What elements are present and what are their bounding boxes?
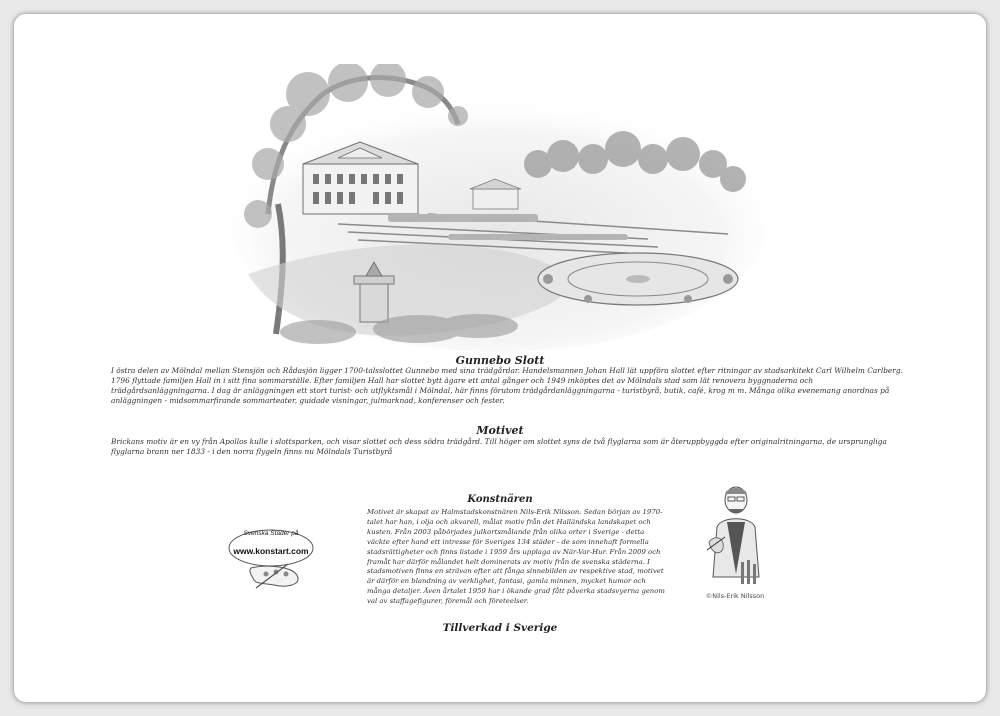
- konstnaren-text: Motivet är skapat av Halmstadskonstnären Nils-Erik Nilsson. Sedan början av 1970-talet har han, i olja och akvarell, målat motiv från det Halländska landskapet och kusten. Från 2003 påbörjades julkortsmålande från olika orter i Sverige - detta väckte efter hand ett intresse för Sveriges 134 städer - de som innehaft formella stadsrättigheter och finns listade i 1959 års upplaga av När-Var-Hur. Från 2009 och framåt har därför målandet helt dominerats av motiv från de svenska städerna. I stadsmotiven finns en strävan efter att fånga sinnebilden av respektive stad, motivet är därför en blandning av verklighet, fantasi, gamla minnen, mycket humor och många detaljer. Även årtalet 1959 har i ökande grad fått påverka stadsvyerna genom val av staffagefigurer, föremål och företeelser.: [367, 508, 665, 606]
- gunnebo-text: I östra delen av Mölndal mellan Stensjön och Rådasjön ligger 1700-talsslottet Gunnebo med sina trädgårdar. Handelsmannen Johan Hall lät uppföra slottet efter ritningar av stadsarkitekt Carl Wilhelm Carlberg. 1796 flyttade familjen Hall in i sitt fina sommarställe. Efter familjen Hall har slottet bytt ägare ett antal gånger och 1949 inköptes det av Mölndals stad som lät renovera byggnaderna och trädgårdsanläggningarna. I dag är anläggningen ett stort turist- och utflyktsmål i Mölndal, här finns förutom trädgårdanläggningarna - turistbyrå, butik, café, krog m m. Många olika evenemang anordnas på anläggningen - midsommarfirande sommarteater, guidade visningar, julmarknad, konferenser och fester.: [111, 366, 903, 405]
- gunnebo-title: Gunnebo Slott: [455, 354, 545, 367]
- konstnaren-title: Konstnären: [467, 494, 533, 505]
- logo-url: www.konstart.com: [233, 546, 309, 556]
- logo-top-text: Svenska Städer på: [243, 530, 299, 537]
- castle-garden-illustration: [228, 64, 770, 354]
- konstart-logo: [226, 522, 316, 592]
- motivet-text: Brickans motiv är en vy från Apollos kulle i slottsparken, och visar slottet och dess södra trädgård. Till höger om slottet syns de två flyglarna som är återuppbyggda efter originalritningarna, de ursprungliga flyglarna brann ner 1833 - i den norra flygeln finns nu Mölndals Turistbyrå: [111, 437, 887, 456]
- artist-signature: ©Nils-Erik Nilsson: [705, 592, 765, 600]
- made-in-sweden: Tillverkad i Sverige: [442, 622, 558, 634]
- artist-portrait: [703, 482, 769, 600]
- motivet-title: Motivet: [476, 424, 524, 437]
- palette-icon: [250, 564, 298, 588]
